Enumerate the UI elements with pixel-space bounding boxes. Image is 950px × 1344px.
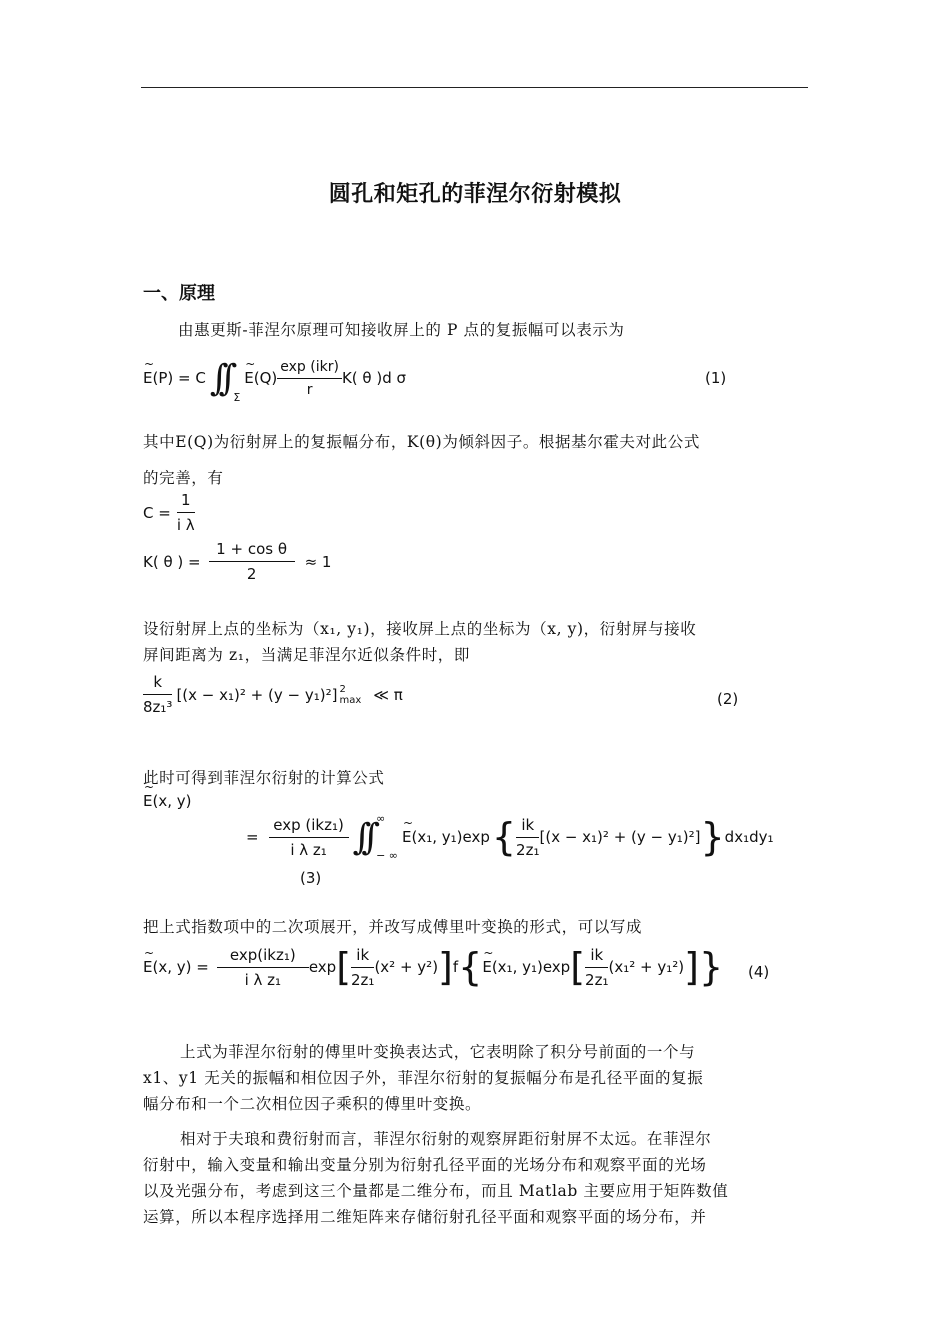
double-integral-icon: ∫∫ xyxy=(209,357,228,399)
expand-line: 把上式指数项中的二次项展开，并改写成傅里叶变换的形式，可以写成 xyxy=(143,918,643,936)
eqk-den: 2 xyxy=(246,565,257,583)
calc-line: 此时可得到菲涅尔衍射的计算公式 xyxy=(143,769,385,787)
eq3-inner-body: [(x − x₁)² + (y − y₁)²] xyxy=(539,828,701,846)
eq2-sup: 2 xyxy=(339,683,346,695)
equation-c xyxy=(143,491,195,534)
coord-line-2: 屏间距离为 z₁，当满足菲涅尔近似条件时，即 xyxy=(143,646,471,664)
eq2-sub: max xyxy=(339,694,362,706)
eq4-inner2-num: ik xyxy=(585,946,608,968)
eq3-eqsign: = xyxy=(246,828,259,846)
eq1-num: exp (ikr) xyxy=(277,359,342,379)
eq3-den: i λ z₁ xyxy=(290,840,327,859)
intro-line: 由惠更斯-菲涅尔原理可知接收屏上的 P 点的复振幅可以表示为 xyxy=(178,321,625,339)
para2-line-1: 相对于夫琅和费衍射而言，菲涅尔衍射的观察屏距衍射屏不太远。在菲涅尔 xyxy=(180,1130,712,1148)
para1-line-3: 幅分布和一个二次相位因子乘积的傅里叶变换。 xyxy=(143,1095,482,1113)
eq4-inner2-body: (x₁² + y₁²) xyxy=(608,958,685,976)
header-rule xyxy=(141,87,808,88)
para2-line-2: 衍射中，输入变量和输出变量分别为衍射孔径平面的光场分布和观察平面的光场 xyxy=(143,1156,707,1174)
eq2-den: 8z₁³ xyxy=(143,698,173,716)
eq4-lhs: ~ E(x, y) = xyxy=(143,958,209,976)
equation-3 xyxy=(246,812,774,862)
eq4-inner-body: (x² + y²) xyxy=(374,958,439,976)
eqc-num: 1 xyxy=(177,491,195,513)
eq1-lhs: ~ E(P) = C xyxy=(143,369,206,387)
eq4-num: exp⁡(ikz₁) xyxy=(217,946,309,968)
eq4-bracket-open: [ xyxy=(336,945,352,989)
eq4-bracket2-open: [ xyxy=(570,945,586,989)
eqk-num: 1 + cos θ xyxy=(209,540,295,562)
para2-line-3: 以及光强分布，考虑到这三个量都是二维分布，而且 Matlab 主要应用于矩阵数值 xyxy=(143,1182,729,1200)
eq4-mid: exp xyxy=(308,958,337,976)
eq2-number: (2) xyxy=(717,690,739,708)
eqc-den: i λ xyxy=(176,516,195,534)
eq3-body: ~ E(x₁, y₁)exp xyxy=(402,828,490,846)
eq3-lhs xyxy=(143,792,191,810)
eq4-number: (4) xyxy=(748,963,770,981)
eq4-body2: ~ E(x₁, y₁)exp xyxy=(482,958,570,976)
eq3-limit-up: ∞ xyxy=(376,812,386,825)
eq4-bracket2-close: ] xyxy=(684,945,699,989)
eq3-limit-low: − ∞ xyxy=(376,849,398,862)
eq3-inner-den: 2z₁ xyxy=(516,840,540,859)
equation-2 xyxy=(143,673,403,716)
eqc-lhs: C = xyxy=(143,503,171,522)
where-line-1: 其中E(Q)为衍射屏上的复振幅分布，K(θ)为倾斜因子。根据基尔霍夫对此公式 xyxy=(143,433,700,451)
eq4-f: f xyxy=(452,958,459,976)
para2-line-4: 运算，所以本程序选择用二维矩阵来存储衍射孔径平面和观察平面的场分布，并 xyxy=(143,1208,707,1226)
eq3-tail: dx₁dy₁ xyxy=(724,828,774,846)
equation-1 xyxy=(143,352,406,404)
page-title: 圆孔和矩孔的菲涅尔衍射模拟 xyxy=(328,182,622,207)
where-line-2: 的完善，有 xyxy=(143,469,224,487)
eq1-sigma: Σ xyxy=(233,391,241,404)
eq2-tail: ≪ π xyxy=(373,685,403,704)
eq3-num: exp (ikz₁) xyxy=(269,816,349,838)
eq3-number: (3) xyxy=(300,869,322,887)
coord-line-1: 设衍射屏上点的坐标为（x₁, y₁)，接收屏上点的坐标为（x, y)，衍射屏与接收 xyxy=(143,620,697,638)
eq1-eq: ~ E(Q) xyxy=(244,369,277,387)
eq3-lhs-text: ~ E(x, y) xyxy=(143,792,191,810)
eq2-num: k xyxy=(143,673,172,695)
eqk-lhs: K( θ ) = xyxy=(143,552,201,571)
eq4-den: i λ z₁ xyxy=(244,970,282,989)
equation-4 xyxy=(143,945,723,989)
eq1-den: r xyxy=(306,381,313,398)
eq1-tail: K( θ )d σ xyxy=(341,369,407,387)
para1-line-1: 上式为菲涅尔衍射的傅里叶变换表达式，它表明除了积分号前面的一个与 xyxy=(180,1043,696,1061)
section-heading: 一、原理 xyxy=(143,283,215,304)
eq3-inner-num: ik xyxy=(516,816,539,838)
eq2-body: [(x − x₁)² + (y − y₁)²] xyxy=(176,685,338,704)
eq4-brace-close: } xyxy=(698,945,724,989)
eq4-bracket-close: ] xyxy=(438,945,453,989)
eq4-brace-open: { xyxy=(458,945,483,989)
eqk-tail: ≈ 1 xyxy=(304,552,332,571)
eq4-inner2-den: 2z₁ xyxy=(585,970,609,989)
eq3-brace-close: } xyxy=(700,815,725,859)
equation-k xyxy=(143,540,331,583)
eq4-inner-num: ik xyxy=(351,946,374,968)
eq3-integral-icon: ∫∫ xyxy=(352,816,371,858)
eq3-brace-open: { xyxy=(491,815,517,859)
eq1-number: (1) xyxy=(705,369,727,387)
para1-line-2: x1、y1 无关的振幅和相位因子外，菲涅尔衍射的复振幅分布是孔径平面的复振 xyxy=(143,1069,704,1087)
eq4-inner-den: 2z₁ xyxy=(351,970,375,989)
